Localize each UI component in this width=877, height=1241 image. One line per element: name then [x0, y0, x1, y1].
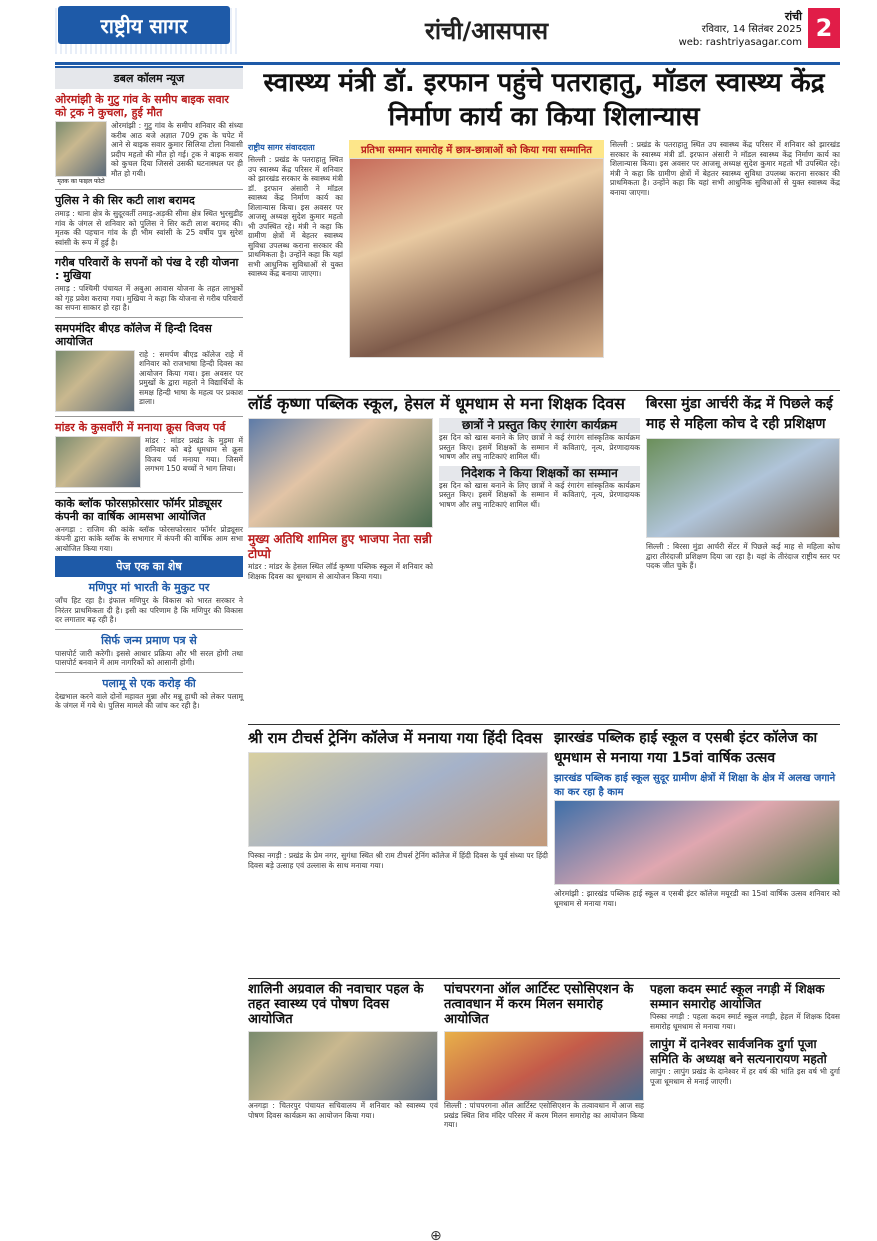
news-headline: मणिपुर मां भारती के मुकुट पर: [88, 581, 210, 594]
news-text: सिल्ली : प्रखंड के पतराहातु स्थित उप स्वास्थ्य केंद्र परिसर में शनिवार को झारखंड सरकार के स्वास्थ्य मंत्री डॉ. इरफान अंसारी ने मॉडल स्वास्थ्य केंद्र निर्माण कार्य का शिलान्यास किया। इस अवसर पर आजसू अध्यक्ष सुदेश कुमार महतो भी उपस्थित रहे। मंत्री ने कहा कि ग्रामीण क्षेत्रों में बेहतर स्वास्थ्य सुविधा उपलब्ध कराना सरकार की प्राथमिकता है। उन्होंने कहा कि यहां सभी आधुनिक सुविधाओं से युक्त स्वास्थ्य केंद्र बनाया जाएगा।: [610, 140, 840, 197]
karam-festival-photo: [444, 1031, 644, 1101]
news-headline: श्री राम टीचर्स ट्रेनिंग कॉलेज में मनाया गया हिंदी दिवस: [248, 729, 543, 747]
news-text: राहे : समर्पण बीएड कॉलेज राहे में शनिवार को राजभाषा हिन्दी दिवस का आयोजन किया गया। इस अवसर पर प्रमुखों के द्वारा महतो ने विद्यार्थियों के समक्ष हिन्दी भाषा के महत्व पर प्रकाश डाला।: [139, 349, 243, 406]
news-text: सिल्ली : प्रखंड के पतराहातु स्थित उप स्वास्थ्य केंद्र परिसर में शनिवार को झारखंड सरकार के स्वास्थ्य मंत्री डॉ. इरफान अंसारी ने मॉडल स्वास्थ्य केंद्र निर्माण कार्य का शिलान्यास किया। इस अवसर पर आजसू अध्यक्ष सुदेश कुमार महतो भी उपस्थित रहे। मंत्री ने कहा कि ग्रामीण क्षेत्रों में बेहतर स्वास्थ्य सुविधा उपलब्ध कराना सरकार की प्राथमिकता है। उन्होंने कहा कि यहां सभी आधुनिक सुविधाओं से युक्त स्वास्थ्य केंद्र बनाया जाएगा।: [248, 155, 343, 278]
web-address: web: rashtriyasagar.com: [678, 37, 802, 48]
left-column: [55, 66, 243, 1226]
news-headline: लॉर्ड कृष्णा पब्लिक स्कूल, हेसल में धूमधाम से मना शिक्षक दिवस: [248, 394, 625, 413]
news-headline: लापुंग में दानेश्वर सार्वजनिक दुर्गा पूजा समिति के अध्यक्ष बने सत्यनारायण महतो: [650, 1037, 827, 1066]
news-text: इस दिन को खास बनाने के लिए छात्रों ने कई रंगारंग सांस्कृतिक कार्यक्रम प्रस्तुत किए। इसमें शिक्षकों के सम्मान में कविताएं, नृत्य, प्रेरणादायक भाषण और लघु नाटिकाएं शामिल थीं।: [439, 480, 640, 509]
divider: [55, 492, 243, 493]
date-label: रविवार, 14 सितंबर 2025: [701, 24, 802, 35]
sub-headline: निदेशक ने किया शिक्षकों का सम्मान: [439, 466, 640, 481]
divider: [248, 978, 840, 979]
news-headline: काके ब्लॉक फोरसफ़ोरसार फॉर्मर प्रोड्यूसर कंपनी का वार्षिक आमसभा आयोजित: [55, 496, 222, 523]
event-photo: [55, 436, 141, 488]
school-event-photo: [248, 418, 433, 528]
byline: राष्ट्रीय सागर संवाददाता: [248, 143, 315, 152]
news-headline: पलामू से एक करोड़ की: [102, 676, 196, 690]
news-headline: ओरमांझी के गुटु गांव के समीप बाइक सवार को ट्रक ने कुचला, हुई मौत: [55, 93, 229, 119]
news-headline: शालिनी अग्रवाल की नवाचार पहल के तहत स्वास्थ्य एवं पोषण दिवस आयोजित: [248, 982, 424, 1027]
registration-mark-icon: ⊕: [430, 1228, 442, 1241]
photo-caption: मृतक का फाइल फोटो: [57, 178, 105, 185]
news-text: तमाड़ : पश्चिमी पंचायत में अबुआ आवास योजना के तहत लाभुकों को गृह प्रवेश कराया गया। मुखिया ने कहा कि योजना से गरीब परिवारों का सपना साकार हो रहा है।: [55, 284, 243, 312]
news-text: अनगड़ा : राजिम की कांके ब्लॉक फोरसफोरसार फॉर्मर प्रोड्यूसर कंपनी द्वारा कांके ब्लॉक के सभागार में कंपनी की वार्षिक आम सभा आयोजित किया गया।: [55, 524, 243, 553]
news-text: अनगड़ा : चितरपुर पंचायत सचिवालय में शनिवार को स्वास्थ्य एवं पोषण दिवस कार्यक्रम का आयोजन किया गया।: [248, 1101, 438, 1120]
news-text: मांडर : मांडर के हेसल स्थित लॉर्ड कृष्णा पब्लिक स्कूल में शनिवार को शिक्षक दिवस का धूमधाम से आयोजन किया गया।: [248, 562, 433, 581]
divider: [55, 629, 243, 630]
column-title: डबल कॉलम न्यूज: [55, 66, 243, 89]
divider: [55, 189, 243, 190]
newspaper-logo: राष्ट्रीय सागर: [58, 6, 230, 44]
masthead-rule: [55, 62, 840, 65]
news-headline: गरीब परिवारों के सपनों को पंख दे रही योजना : मुखिया: [55, 256, 239, 282]
news-text: इस दिन को खास बनाने के लिए छात्रों ने कई रंगारंग सांस्कृतिक कार्यक्रम प्रस्तुत किए। इसमें शिक्षकों के सम्मान में कविताएं, नृत्य, प्रेरणादायक भाषण और लघु नाटिकाएं शामिल थीं।: [439, 433, 640, 461]
page-number: 2: [808, 8, 840, 48]
news-headline: सिर्फ जन्म प्रमाण पत्र से: [101, 633, 197, 647]
victim-photo: [55, 121, 107, 177]
news-text: लापुंग : लापुंग प्रखंड के दानेश्वर में हर वर्ष की भांति इस वर्ष भी दुर्गा पूजा धूमधाम से मनाई जाएगी।: [650, 1067, 840, 1086]
news-text: मांडर : मांडर प्रखंड के मुड़मा में शनिवार को बड़े धूमधाम से क्रूस विजय पर्व मनाया गया। जिसमें लगभग 150 बच्चों ने भाग लिया।: [145, 435, 243, 473]
award-ceremony-photo: [349, 158, 604, 358]
news-headline: पुलिस ने की सिर कटी लाश बरामद: [55, 194, 195, 207]
news-text: ओरमांझी : झारखंड पब्लिक हाई स्कूल व एसबी इंटर कॉलेज मयूरडी का 15वां वार्षिक उत्सव शनिवार को धूमधाम से मनाया गया।: [554, 889, 840, 908]
event-photo: [55, 350, 135, 412]
sub-headline: झारखंड पब्लिक हाई स्कूल सुदूर ग्रामीण क्षेत्रों में शिक्षा के क्षेत्र में अलख जगाने का कर रहा है काम: [554, 773, 836, 798]
news-text: पिस्का नगड़ी : पहला कदम स्मार्ट स्कूल नगड़ी, हेहल में शिक्षक दिवस समारोह धूमधाम से मनाया गया।: [650, 1012, 840, 1031]
health-day-photo: [248, 1031, 438, 1101]
sub-headline: छात्रों ने प्रस्तुत किए रंगारंग कार्यक्रम: [439, 418, 640, 433]
annual-function-photo: [554, 800, 840, 885]
news-headline: पांचपरगना ऑल आर्टिस्ट एसोसिएशन के तत्वावधान में करम मिलन समारोह आयोजित: [444, 982, 634, 1027]
news-headline: मांडर के कुसवाँरी में मनाया क्रूस विजय पर्व: [55, 420, 226, 434]
news-text: सिल्ली : पांचपरगना ऑल आर्टिस्ट एसोसिएशन के तत्वावधान में आज सह प्रखंड स्थित शिव मंदिर परिसर में करम मिलन समारोह का आयोजन किया गया।: [444, 1101, 644, 1129]
continued-box-title: पेज एक का शेष: [55, 556, 243, 577]
news-text: ओरमांझी : गुटु गांव के समीप शनिवार की संध्या करीब आठ बजे अज्ञात 709 ट्रक के चपेट में आने से बाइक सवार कुमार सिलिया टोला निवासी प्रदीप महतो की मौत हो गई। ट्रक ने बाइक सवार को कुचल दिया जिससे उसकी घटनास्थल पर ही मौत हो गयी।: [111, 121, 243, 178]
city-label: रांची: [784, 10, 802, 23]
main-area: [248, 66, 840, 1226]
lead-headline: स्वास्थ्य मंत्री डॉ. इरफान पहुंचे पतराहातु, मॉडल स्वास्थ्य केंद्र निर्माण कार्य का किया शिलान्यास: [263, 68, 825, 132]
news-text: पिस्का नगड़ी : प्रखंड के प्रेम नगर, सुगंधा स्थित श्री राम टीचर्स ट्रेनिंग कॉलेज में हिंदी दिवस के पूर्व संध्या पर हिंदी दिवस बड़े उत्साह एवं उल्लास के साथ मनाया गया।: [248, 851, 548, 870]
section-title: रांची/आसपास: [425, 17, 549, 45]
divider: [55, 672, 243, 673]
news-headline: पहला कदम स्मार्ट स्कूल नगड़ी में शिक्षक सम्मान समारोह आयोजित: [650, 982, 825, 1011]
news-headline: मुख्य अतिथि शामिल हुए भाजपा नेता सन्नी टोप्पो: [248, 532, 432, 561]
news-text: जाँच हिट रहा है। इंफाल मणिपुर के विकास को भारत सरकार ने निरंतर प्राथमिकता दी है। इसी का परिणाम है कि मणिपुर की विकास दर लगातार बढ़ रही है।: [55, 596, 243, 624]
news-text: सिल्ली : बिरसा मुंडा आर्चरी सेंटर में पिछले कई माह से महिला कोच द्वारा तीरंदाजी प्रशिक्षण दिया जा रहा है। यहां के तीरंदाज राष्ट्रीय स्तर पर पदक जीत चुके हैं।: [646, 542, 840, 570]
photo-caption: प्रतिभा सम्मान समारोह में छात्र-छात्राओं को किया गया सम्मानित: [349, 140, 604, 158]
divider: [55, 251, 243, 252]
news-text: पासपोर्ट जारी करेगी। इससे आधार प्रक्रिया और भी सरल होगी तथा पासपोर्ट बनवाने में आम नागरिकों को आसानी होगी।: [55, 648, 243, 667]
news-headline: बिरसा मुंडा आर्चरी केंद्र में पिछले कई माह से महिला कोच दे रही प्रशिक्षण: [646, 396, 833, 432]
news-text: तमाड़ : थाना क्षेत्र के सुदूरवर्ती तमाड़-अड़की सीमा क्षेत्र स्थित भुरसुडीह गांव के जंगल से शनिवार को पुलिस ने सिर कटी लाश बरामद की। मृतक की पहचान गांव के ही भीम स्वांसी के 25 वर्षीय पुत्र सुरेश स्वांसी के रूप में हुई है।: [55, 209, 243, 247]
divider: [248, 390, 840, 391]
divider: [55, 317, 243, 318]
divider: [248, 724, 840, 725]
news-headline: समपमंदिर बीएड कॉलेज में हिन्दी दिवस आयोजित: [55, 321, 212, 348]
date-block: [652, 10, 802, 49]
divider: [55, 416, 243, 417]
news-text: देखभाल करने वाले दोनों महावत मुन्ना और मन्नू हाथी को लेकर पलामू के जंगल में गये थे। पुलिस मामले की जांच कर रही है।: [55, 691, 243, 710]
archery-photo: [646, 438, 840, 538]
college-event-photo: [248, 752, 548, 847]
news-headline: झारखंड पब्लिक हाई स्कूल व एसबी इंटर कॉलेज का धूमधाम से मनाया गया 15वां वार्षिक उत्सव: [554, 730, 818, 766]
